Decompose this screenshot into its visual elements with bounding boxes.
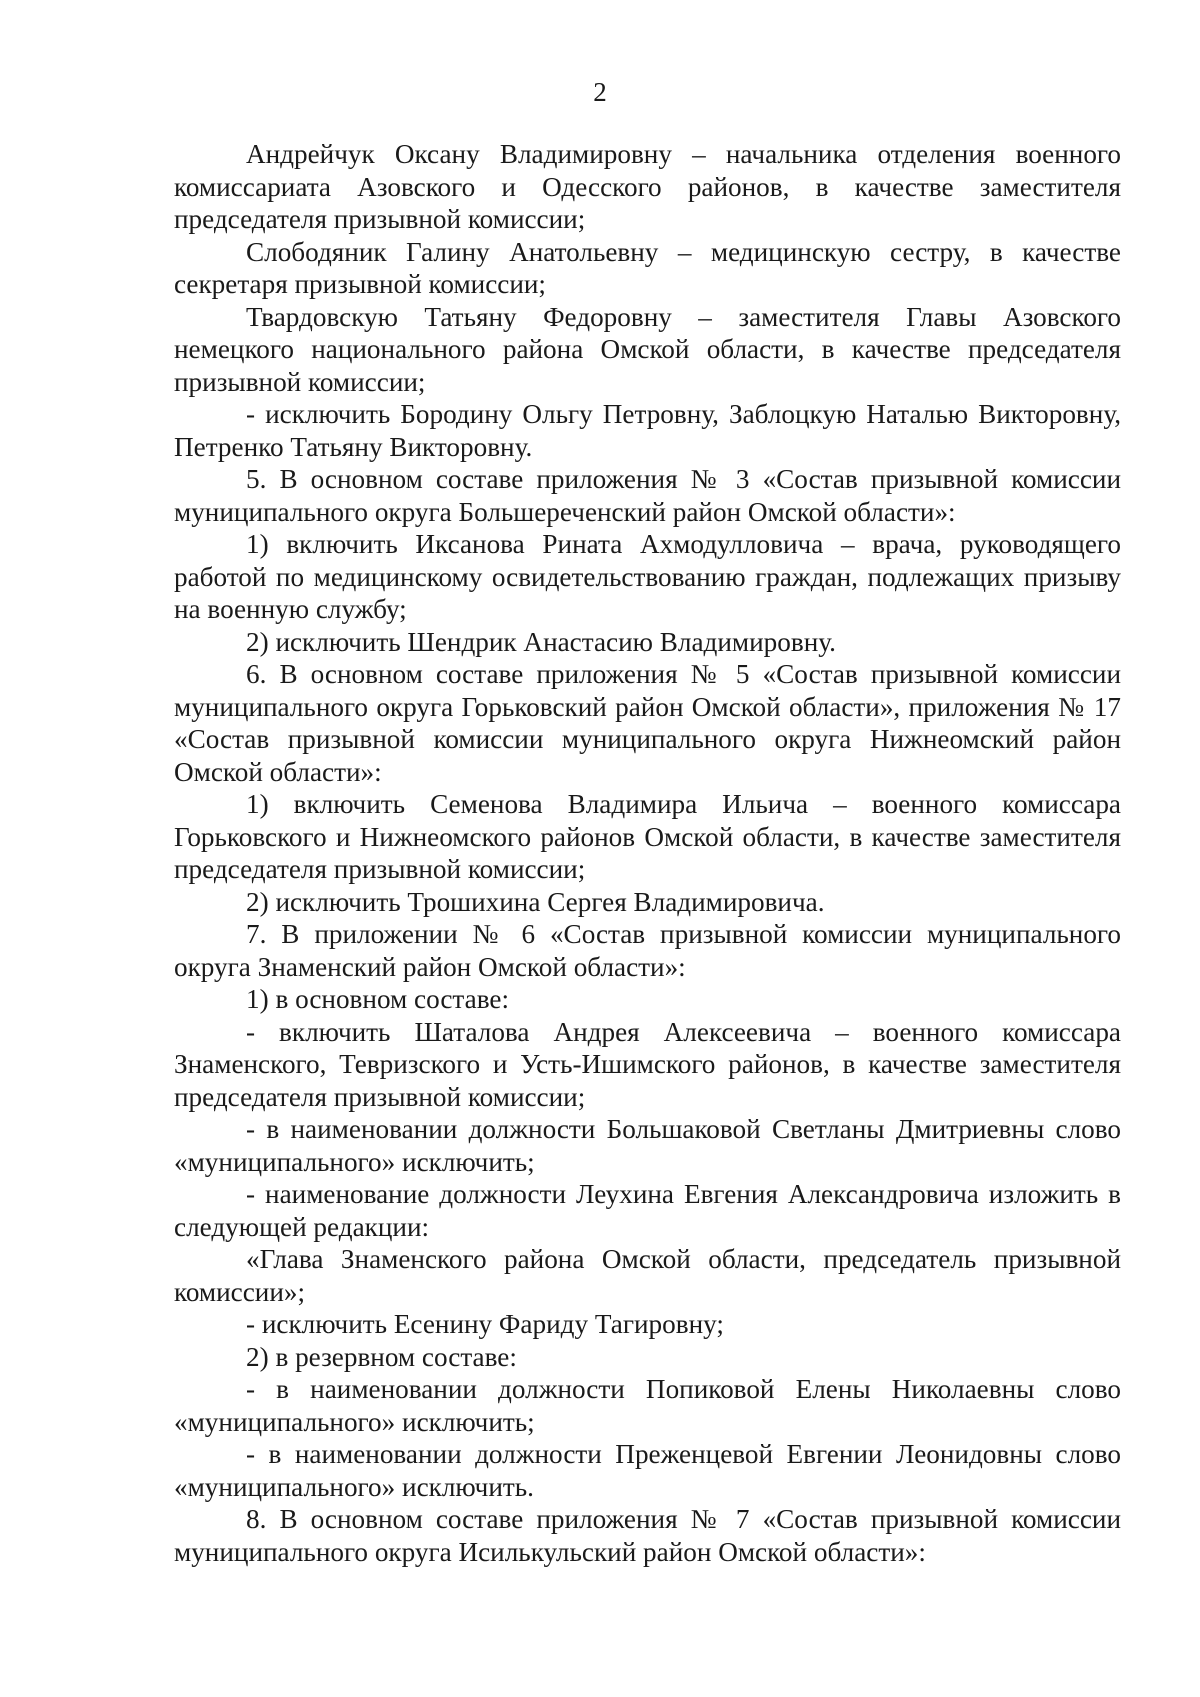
paragraph-item-6-1: 1) включить Семенова Владимира Ильича – военного комиссара Горьковского и Нижнеомского районов Омской области, в качестве заместителя председателя призывной комиссии;: [174, 789, 1121, 884]
paragraph-tvardovskaya: Твардовскую Татьяну Федоровну – заместителя Главы Азовского немецкого национального района Омской области, в качестве председателя призывной комиссии;: [174, 301, 1121, 397]
paragraph-item-5-2: 2) исключить Шендрик Анастасию Владимировну.: [246, 626, 836, 657]
paragraph-exclude-esenina: - исключить Есенину Фариду Тагировну;: [246, 1309, 724, 1339]
paragraph-item-5: 5. В основном составе приложения № 3 «Состав призывной комиссии муниципального округа Большереченский район Омской области»:: [174, 464, 1121, 527]
paragraph-include-shatalov: - включить Шаталова Андрея Алексеевича – военного комиссара Знаменского, Тевризского и Усть-Ишимского районов, в качестве заместителя председателя призывной комиссии;: [174, 1016, 1121, 1112]
paragraph-item-6-2: 2) исключить Трошихина Сергея Владимировича.: [246, 886, 825, 917]
paragraph-exclude-borodina: - исключить Бородину Ольгу Петровну, Заблоцкую Наталью Викторовну, Петренко Татьяну Викторовну.: [174, 399, 1121, 462]
paragraph-leukhin: - наименование должности Леухина Евгения Александровича изложить в следующей редакции:: [174, 1179, 1121, 1242]
paragraph-bolshakova: - в наименовании должности Большаковой Светланы Дмитриевны слово «муниципального» исключить;: [174, 1114, 1121, 1177]
paragraph-andreychuk: Андрейчук Оксану Владимировну – начальника отделения военного комиссариата Азовского и Одесского районов, в качестве заместителя председателя призывной комиссии;: [174, 139, 1121, 234]
paragraph-popikova: - в наименовании должности Попиковой Елены Николаевны слово «муниципального» исключить;: [174, 1374, 1121, 1437]
paragraph-prezhentseva: - в наименовании должности Преженцевой Евгении Леонидовны слово «муниципального» исключить.: [174, 1439, 1121, 1502]
document-body: [174, 138, 1121, 1568]
paragraph-item-7-1: 1) в основном составе:: [246, 984, 510, 1014]
paragraph-item-8: 8. В основном составе приложения № 7 «Состав призывной комиссии муниципального округа Исилькульский район Омской области»:: [174, 1504, 1121, 1567]
paragraph-slobodyanik: Слободяник Галину Анатольевну – медицинскую сестру, в качестве секретаря призывной комиссии;: [174, 236, 1121, 299]
paragraph-item-7-2: 2) в резервном составе:: [246, 1341, 517, 1372]
page-number: 2: [593, 77, 607, 107]
paragraph-item-5-1: 1) включить Иксанова Рината Ахмодулловича – врача, руководящего работой по медицинскому освидетельствованию граждан, подлежащих призыву на военную службу;: [174, 529, 1121, 624]
paragraph-item-6: 6. В основном составе приложения № 5 «Состав призывной комиссии муниципального округа Горьковский район Омской области», приложения № 17 «Состав призывной комиссии муниципального округа Нижнеомский район Омской области»:: [174, 659, 1121, 787]
paragraph-leukhin-quote: «Глава Знаменского района Омской области, председатель призывной комиссии»;: [174, 1244, 1121, 1307]
paragraph-item-7: 7. В приложении № 6 «Состав призывной комиссии муниципального округа Знаменский район Омской области»:: [174, 919, 1121, 982]
